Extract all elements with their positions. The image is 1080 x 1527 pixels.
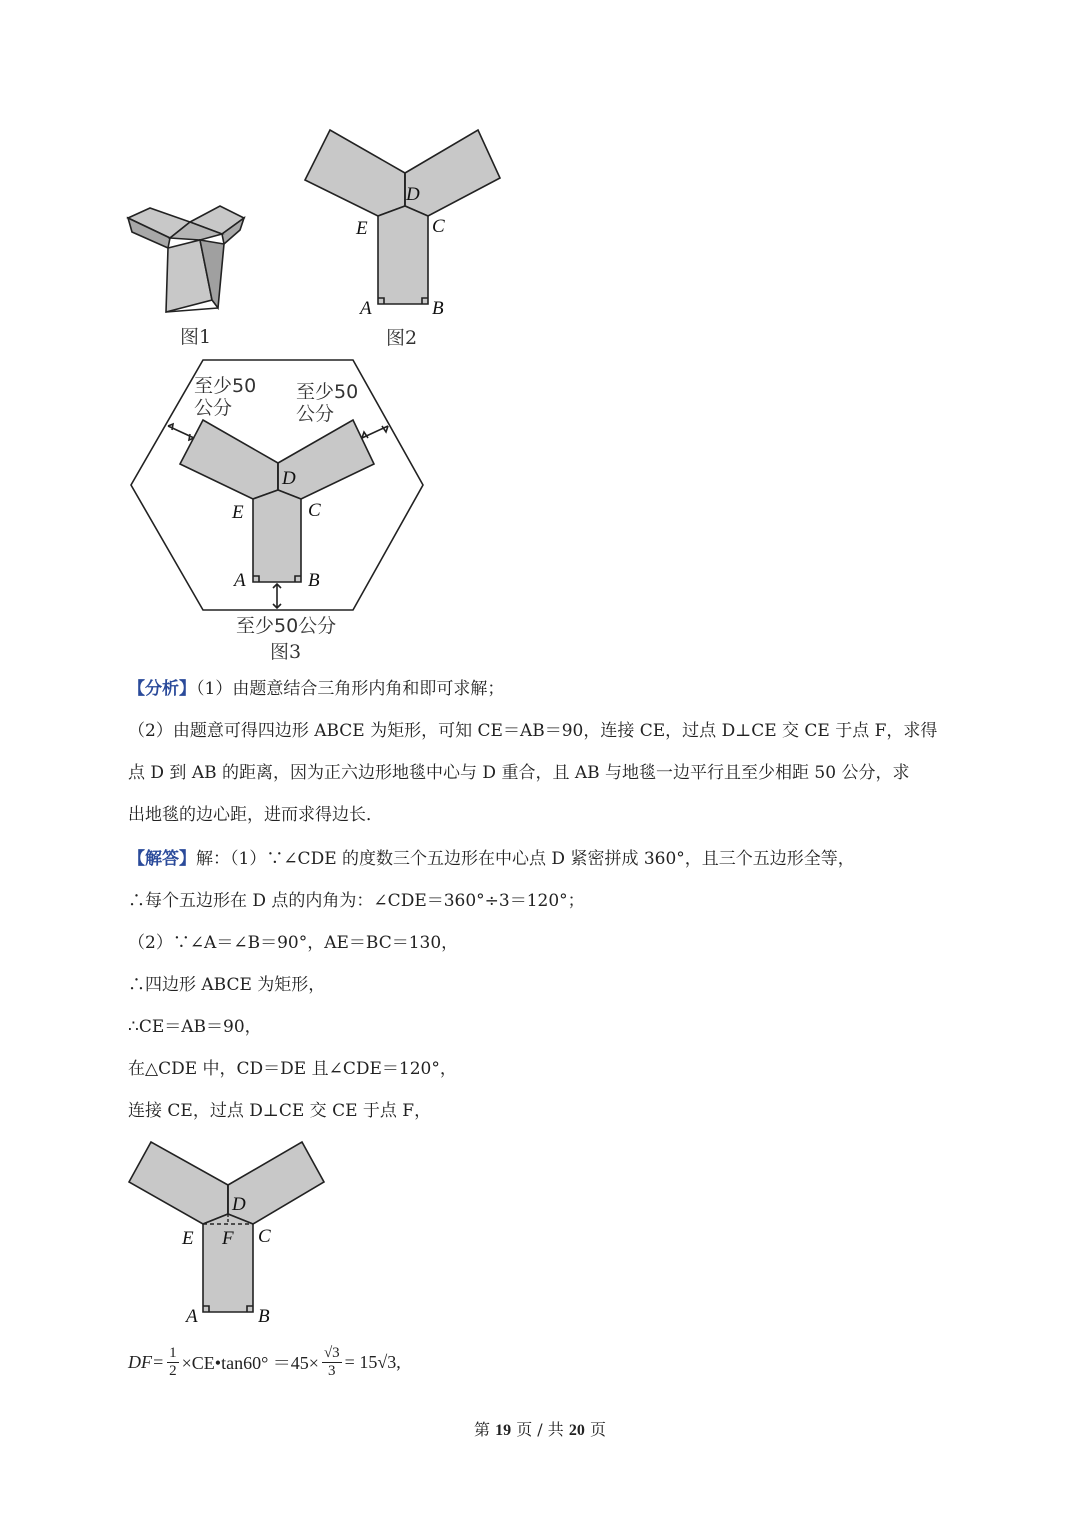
page-number: 19 [495, 1422, 512, 1439]
label-e: E [182, 1228, 194, 1249]
annotation-left-2: 公分 [194, 397, 233, 419]
answer-line-5: ∴CE＝AB＝90， [128, 1017, 262, 1037]
label-e: E [356, 218, 368, 239]
figure-4 [126, 1140, 336, 1330]
answer-line-6: 在△CDE 中，CD＝DE 且∠CDE＝120°， [128, 1059, 457, 1079]
answer-line-3: （2）∵∠A＝∠B＝90°，AE＝BC＝130， [128, 933, 459, 953]
answer-line-4: ∴四边形 ABCE 为矩形， [128, 975, 326, 995]
analysis-line-4: 出地毯的边心距，进而求得边长． [128, 805, 383, 825]
label-c: C [432, 216, 445, 237]
page-footer: 第 19 页 / 共 20 页 [474, 1420, 606, 1439]
annotation-left-1: 至少50 [194, 375, 257, 397]
page-total: 20 [568, 1422, 585, 1439]
label-a: A [360, 298, 372, 319]
analysis-line-3: 点 D 到 AB 的距离，因为正六边形地毯中心与 D 重合，且 AB 与地毯一边平行且至少相距 50 公分，求 [128, 763, 910, 783]
answer-line-7: 连接 CE，过点 D⊥CE 交 CE 于点 F， [128, 1101, 432, 1121]
annotation-right-2: 公分 [296, 403, 335, 425]
label-b: B [258, 1306, 270, 1327]
answer-line-2: ∴每个五边形在 D 点的内角为：∠CDE＝360°÷3＝120°； [128, 891, 585, 911]
label-f: F [222, 1228, 234, 1249]
figure-3-caption: 图3 [270, 641, 302, 663]
label-d: D [282, 468, 296, 489]
label-b: B [308, 570, 320, 591]
figure-1 [120, 200, 260, 360]
analysis-line-2: （2）由题意可得四边形 ABCE 为矩形，可知 CE＝AB＝90，连接 CE，过点 D⊥CE 交 CE 于点 F，求得 [128, 721, 938, 741]
figure-3 [128, 358, 428, 668]
label-d: D [232, 1194, 246, 1215]
label-b: B [432, 298, 444, 319]
formula-line: DF= $\frac{1}{2}$ ×CE•tan60° ＝45× $\frac{√3}{3}$ = 15√3, [128, 1344, 401, 1379]
annotation-bottom: 至少50公分 [236, 615, 337, 637]
label-a: A [234, 570, 246, 591]
label-e: E [232, 502, 244, 523]
annotation-right-1: 至少50 [296, 381, 359, 403]
fraction-sqrt3-over-3: $\frac{√3}{3}$ [323, 1344, 340, 1379]
figure-1-caption: 图1 [180, 326, 212, 348]
figure-2 [300, 128, 520, 358]
label-c: C [308, 500, 321, 521]
analysis-tag: 【分析】 [128, 679, 196, 699]
label-c: C [258, 1226, 271, 1247]
label-a: A [186, 1306, 198, 1327]
fraction-half: $\frac{1}{2}$ [169, 1344, 177, 1379]
answer-line-1: 【解答】解：（1）∵∠CDE 的度数三个五边形在中心点 D 紧密拼成 360°，且三个五边形全等， [128, 849, 855, 869]
figure-2-caption: 图2 [386, 327, 418, 349]
label-d: D [406, 184, 420, 205]
analysis-line-1: 【分析】（1）由题意结合三角形内角和即可求解； [128, 679, 505, 699]
answer-tag: 【解答】 [128, 849, 196, 869]
